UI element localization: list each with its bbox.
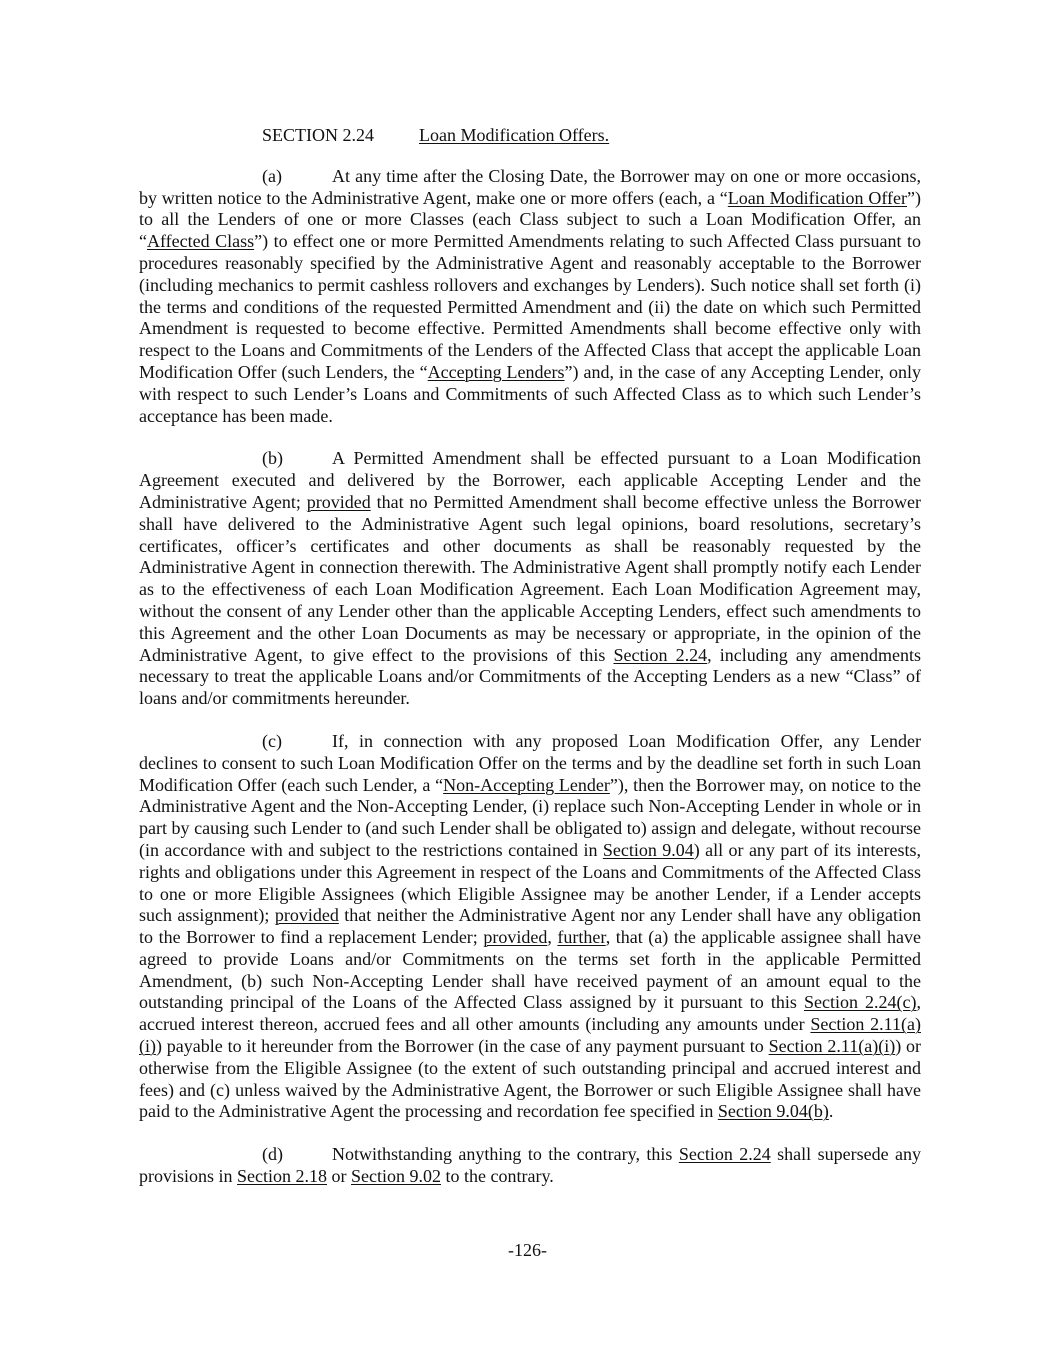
page-number: -126-	[508, 1240, 547, 1260]
section-reference: Section 2.18	[237, 1166, 328, 1187]
paragraph-text: , that (a) the applicable assignee shall have agreed to provide Loans and/or Commitments on the terms set forth in the applicable Permitted Amendment, (b) such Non-Accepting Lender shall have received payment of an amount equal to the outstanding principal of the Loans of the Affected Class assigned by it pursuant to this	[139, 927, 921, 1013]
paragraph-text: that neither the Administrative Agent nor any Lender shall have any obligation to the Borrower to find a replacement Lender;	[139, 905, 921, 948]
paragraph-label: (d)	[262, 1144, 283, 1165]
paragraph-b	[139, 448, 921, 710]
paragraph-text: or	[327, 1166, 352, 1187]
paragraph-a	[139, 166, 921, 428]
section-heading	[139, 125, 921, 147]
paragraph-text: .	[828, 1101, 834, 1122]
defined-term-non-accepting-lender: Non-Accepting Lender	[443, 774, 610, 795]
emphasis-provided: provided	[306, 491, 371, 512]
paragraph-text: ”), then the Borrower may, on notice to the Administrative Agent and the Non-Accepting Lender, (i) replace such Non-Accepting Lender in whole or in part by causing such Lender to (and such Lender shall be obligated to) assign and delegate, without recourse (in accordance with and subject to the restrictions contained in	[139, 774, 922, 860]
section-reference: Section 2.24	[678, 1144, 771, 1165]
emphasis-further: further	[557, 927, 606, 948]
defined-term-accepting-lenders: Accepting Lenders	[427, 361, 565, 382]
paragraph-text: Notwithstanding anything to the contrary, this	[332, 1144, 679, 1165]
section-reference: Section 2.24(c)	[803, 992, 917, 1013]
paragraph-text: ,	[547, 927, 558, 948]
paragraph-text: ) all or any part of its interests, rights and obligations under this Agreement in respect of the Loans and Commitments of the Affected Class to one or more Eligible Assignees (which Eligible Assignee may be another Lender, if a Lender accepts such assignment);	[139, 839, 922, 926]
paragraph-text: At any time after the Closing Date, the Borrower may on one or more occasions, by written notice to the Administrative Agent, make one or more offers (each, a “	[139, 165, 921, 208]
section-reference: Section 2.11(a)(i)	[768, 1036, 896, 1057]
paragraph-text: to the contrary.	[441, 1166, 554, 1187]
emphasis-provided: provided	[483, 927, 548, 948]
paragraph-text: A Permitted Amendment shall be effected pursuant to a Loan Modification Agreement executed and delivered by the Borrower, each applicable Accepting Lender and the Administrative Agent;	[139, 448, 921, 512]
paragraph-text: ”) and, in the case of any Accepting Lender, only with respect to such Lender’s Loans and Commitments of such Affected Class as to which such Lender’s acceptance has been made.	[139, 361, 921, 426]
section-reference: Section 2.11(a)(i)	[139, 1014, 921, 1057]
section-reference: Section 9.04(b)	[717, 1101, 829, 1122]
defined-term-loan-modification-offer: Loan Modification Offer	[727, 187, 908, 208]
document-page	[139, 125, 921, 1209]
paragraph-label: (b)	[262, 448, 283, 469]
paragraph-c	[139, 731, 921, 1123]
defined-term-affected-class: Affected Class	[147, 231, 255, 252]
section-reference: Section 9.02	[351, 1166, 442, 1187]
paragraph-text: , accrued interest thereon, accrued fees and all other amounts (including any amounts under	[139, 992, 922, 1035]
section-title: Loan Modification Offers.	[419, 125, 610, 145]
paragraph-d	[139, 1144, 921, 1188]
section-number: SECTION 2.24	[262, 125, 374, 145]
section-reference: Section 2.24	[613, 644, 708, 665]
paragraph-text: shall supersede any provisions in	[139, 1144, 921, 1187]
paragraph-text: that no Permitted Amendment shall become effective unless the Borrower shall have delivered to the Administrative Agent such legal opinions, board resolutions, secretary’s certificates, officer’s certificates and other documents as shall be reasonably requested by the Administrative Agent in connection therewith. The Administrative Agent shall promptly notify each Lender as to the effectiveness of each Loan Modification Agreement. Each Loan Modification Agreement may, without the consent of any Lender other than the applicable Accepting Lenders, effect such amendments to this Agreement and the other Loan Documents as may be necessary or appropriate, in the opinion of the Administrative Agent, to give effect to the provisions of this	[139, 491, 921, 665]
section-reference: Section 9.04	[602, 839, 694, 860]
paragraph-text: If, in connection with any proposed Loan Modification Offer, any Lender declines to consent to such Loan Modification Offer on the terms and by the deadline set forth in such Loan Modification Offer (each such Lender, a “	[139, 730, 921, 795]
paragraph-text: ) payable to it hereunder from the Borrower (in the case of any payment pursuant to	[156, 1036, 769, 1057]
paragraph-text: , including any amendments necessary to treat the applicable Loans and/or Commitments of the Accepting Lenders as a new “Class” of loans and/or commitments hereunder.	[139, 644, 921, 709]
emphasis-provided: provided	[274, 905, 339, 926]
paragraph-text: ”) to all the Lenders of one or more Classes (each Class subject to such a Loan Modification Offer, an “	[139, 187, 921, 252]
paragraph-label: (a)	[262, 165, 282, 186]
paragraph-text: ”) to effect one or more Permitted Amendments relating to such Affected Class pursuant to procedures reasonably specified by the Administrative Agent and reasonably acceptable to the Borrower (including mechanics to permit cashless rollovers and exchanges by Lenders). Such notice shall set forth (i) the terms and conditions of the requested Permitted Amendment and (ii) the date on which such Permitted Amendment is requested to become effective. Permitted Amendments shall become effective only with respect to the Loans and Commitments of the Lenders of the Affected Class that accept the applicable Loan Modification Offer (such Lenders, the “	[139, 231, 922, 382]
paragraph-text: ) or otherwise from the Eligible Assignee (to the extent of such outstanding principal and accrued interest and fees) and (c) unless waived by the Administrative Agent, the Borrower or such Eligible Assignee shall have paid to the Administrative Agent the processing and recordation fee specified in	[139, 1036, 921, 1122]
paragraph-label: (c)	[262, 730, 282, 751]
